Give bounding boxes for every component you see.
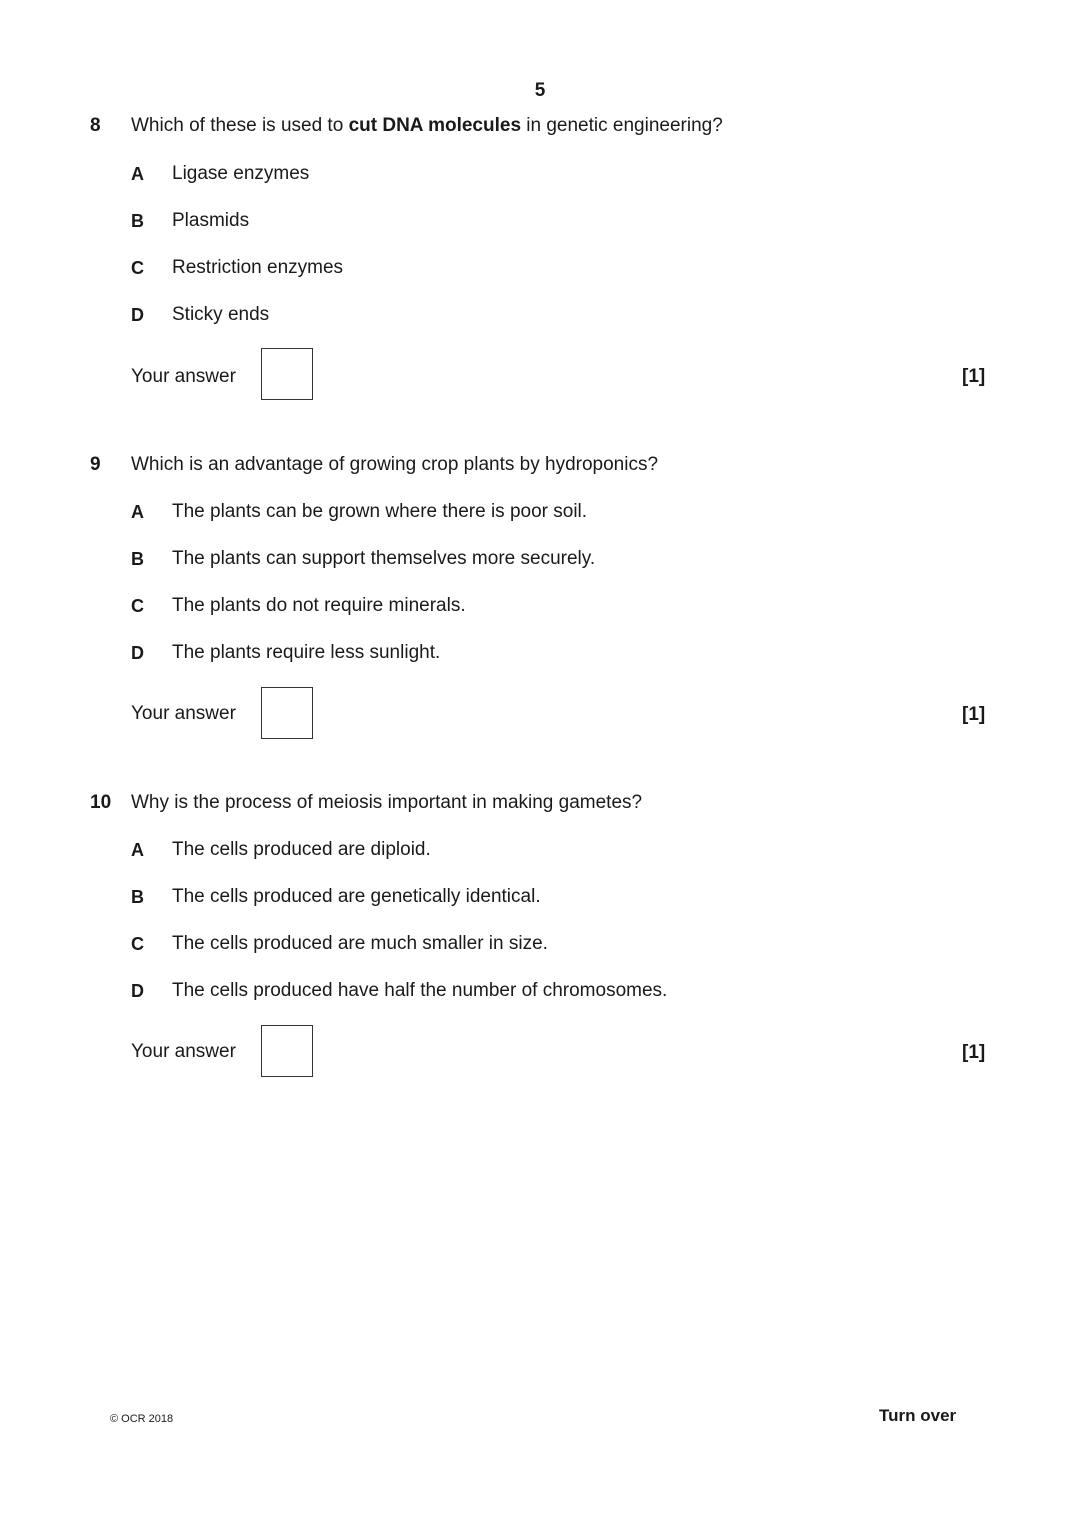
question-text-emphasis: cut DNA molecules — [348, 115, 522, 136]
copyright-notice: © OCR 2018 — [110, 1413, 174, 1425]
option-letter: C — [131, 596, 144, 616]
option-letter: B — [131, 211, 144, 231]
question-number: 9 — [90, 454, 101, 475]
option-text: The cells produced are diploid. — [172, 839, 431, 860]
option-text: Restriction enzymes — [172, 257, 344, 278]
option-letter: C — [131, 934, 144, 954]
option-letter: B — [131, 887, 144, 907]
option-text: The cells produced are genetically identical. — [172, 886, 541, 907]
page-number: 5 — [534, 80, 546, 101]
option-text: The cells produced have half the number of chromosomes. — [172, 980, 668, 1001]
marks: [1] — [962, 1042, 986, 1063]
turn-over-label: Turn over — [879, 1406, 957, 1425]
answer-box[interactable] — [261, 687, 313, 739]
question-text: Why is the process of meiosis important in making gametes? — [131, 792, 643, 813]
option-letter: C — [131, 258, 144, 278]
option-text: The plants can support themselves more securely. — [172, 548, 596, 569]
option-letter: D — [131, 305, 144, 325]
option-letter: B — [131, 549, 144, 569]
option-text: Ligase enzymes — [172, 163, 310, 184]
option-letter: A — [131, 502, 144, 522]
question-number: 8 — [90, 115, 101, 136]
option-letter: A — [131, 840, 144, 860]
option-text: The plants require less sunlight. — [172, 642, 441, 663]
marks: [1] — [962, 366, 986, 387]
answer-box[interactable] — [261, 348, 313, 400]
question-text: Which is an advantage of growing crop plants by hydroponics? — [131, 454, 659, 475]
option-text: The cells produced are much smaller in size. — [172, 933, 548, 954]
answer-label: Your answer — [131, 703, 236, 724]
option-letter: D — [131, 643, 144, 663]
answer-label: Your answer — [131, 1041, 236, 1062]
answer-box[interactable] — [261, 1025, 313, 1077]
answer-label: Your answer — [131, 366, 236, 387]
question-text-part: in genetic engineering? — [521, 115, 723, 136]
option-text: The plants do not require minerals. — [172, 595, 466, 616]
question-text-part: Which of these is used to — [131, 115, 349, 136]
option-letter: A — [131, 164, 144, 184]
question-text — [131, 114, 723, 138]
question-number: 10 — [90, 792, 112, 813]
option-letter: D — [131, 981, 144, 1001]
option-text: The plants can be grown where there is poor soil. — [172, 501, 588, 522]
option-text: Sticky ends — [172, 304, 270, 325]
option-text: Plasmids — [172, 210, 250, 231]
marks: [1] — [962, 704, 986, 725]
